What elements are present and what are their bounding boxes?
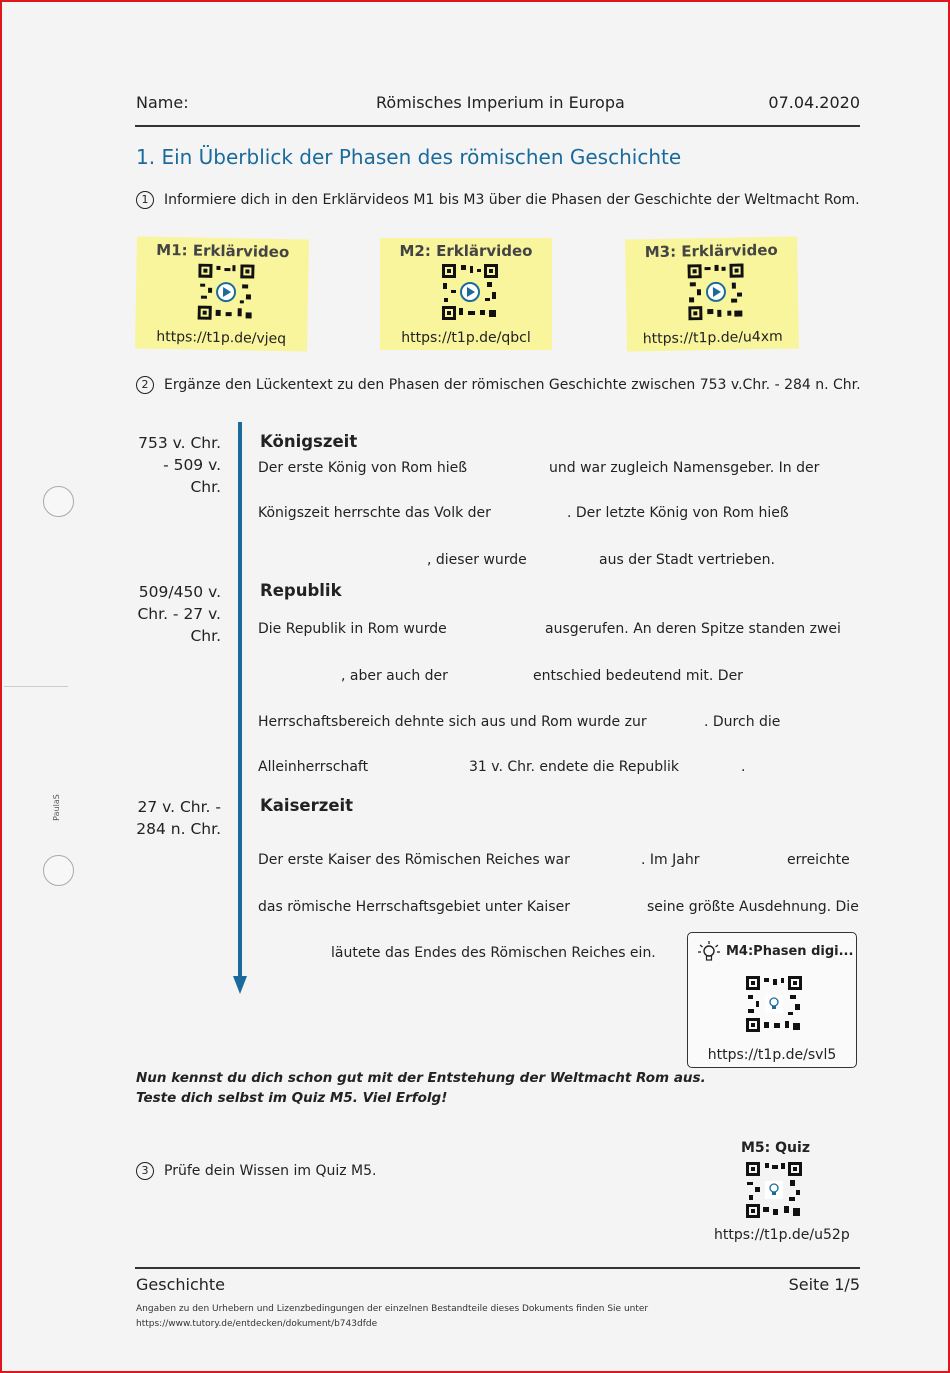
cloze-text: seine größte Ausdehnung. Die xyxy=(647,899,859,915)
date-line: 509/450 v. xyxy=(138,583,221,601)
phase-title: Kaiserzeit xyxy=(260,796,354,815)
note-link[interactable]: https://t1p.de/vjeq xyxy=(156,328,287,348)
document-title: Römisches Imperium in Europa xyxy=(376,93,625,112)
m4-title: M4:Phasen digi... xyxy=(726,944,854,959)
date-line: Chr. - 27 v. xyxy=(137,605,221,623)
timeline-bar xyxy=(238,422,242,982)
cloze-text: Der erste Kaiser des Römischen Reiches war xyxy=(258,852,570,868)
phase-date xyxy=(121,796,221,840)
note-title: M1: Erklärvideo xyxy=(156,240,290,262)
date-line: 753 v. Chr. xyxy=(138,434,221,452)
cloze-text: , dieser wurde xyxy=(427,552,527,568)
cloze-text: Königszeit herrschte das Volk der xyxy=(258,505,491,521)
name-label: Name: xyxy=(136,93,189,112)
date-line: 27 v. Chr. - xyxy=(137,798,221,816)
fold-mark xyxy=(4,686,68,687)
qr-code-icon xyxy=(746,976,802,1032)
cloze-text: . Durch die xyxy=(704,714,781,730)
task-3 xyxy=(136,1162,376,1180)
closing-line-1: Nun kennst du dich schon gut mit der Entstehung der Weltmacht Rom aus. xyxy=(136,1070,706,1086)
qr-code-icon xyxy=(442,264,498,320)
phase-date xyxy=(121,432,221,498)
date-line: Chr. xyxy=(190,478,221,496)
cloze-text: . xyxy=(741,759,746,775)
task-text: Informiere dich in den Erklärvideos M1 bis M3 über die Phasen der Geschichte der Weltmacht Rom. xyxy=(164,192,860,208)
video-note-m3[interactable] xyxy=(625,237,799,352)
header-rule xyxy=(135,125,860,127)
footer-rule xyxy=(135,1267,860,1269)
m5-title: M5: Quiz xyxy=(741,1140,810,1156)
date-line: 284 n. Chr. xyxy=(136,820,221,838)
footer-subject: Geschichte xyxy=(136,1275,226,1294)
cloze-text: . Der letzte König von Rom hieß xyxy=(567,505,789,521)
cloze-text: läutete das Endes des Römischen Reiches ein. xyxy=(331,945,656,961)
lightbulb-icon xyxy=(698,941,720,963)
cloze-text: Alleinherrschaft xyxy=(258,759,369,775)
punch-hole xyxy=(43,855,74,886)
cloze-text: Die Republik in Rom wurde xyxy=(258,621,447,637)
phase-title: Königszeit xyxy=(260,432,358,451)
cloze-text: . Im Jahr xyxy=(641,852,700,868)
date-line: Chr. xyxy=(190,627,221,645)
date-line: - 509 v. xyxy=(163,456,221,474)
phase-date xyxy=(121,581,221,647)
section-heading: 1. Ein Überblick der Phasen des römischen Geschichte xyxy=(136,145,682,169)
cloze-text: ausgerufen. An deren Spitze standen zwei xyxy=(545,621,841,637)
task-2 xyxy=(136,376,861,394)
footer-page: Seite 1/5 xyxy=(788,1275,860,1294)
cloze-text: 31 v. Chr. endete die Republik xyxy=(469,759,680,775)
m5-link[interactable]: https://t1p.de/u52p xyxy=(714,1227,850,1243)
qr-code-icon xyxy=(198,264,255,321)
m4-link[interactable]: https://t1p.de/svl5 xyxy=(707,1047,837,1063)
phase-title: Republik xyxy=(260,581,342,600)
note-link[interactable]: https://t1p.de/u4xm xyxy=(642,328,783,348)
task-number: 3 xyxy=(136,1162,154,1180)
task-text: Ergänze den Lückentext zu den Phasen der römischen Geschichte zwischen 753 v.Chr. - 284 n. Chr. xyxy=(164,377,861,393)
cloze-text: Der erste König von Rom hieß xyxy=(258,460,468,476)
closing-line-2: Teste dich selbst im Quiz M5. Viel Erfolg! xyxy=(136,1090,448,1106)
cloze-text: , aber auch der xyxy=(341,668,448,684)
m4-card[interactable] xyxy=(687,932,857,1068)
note-title: M2: Erklärvideo xyxy=(399,242,533,260)
document-date: 07.04.2020 xyxy=(768,93,860,112)
task-text: Prüfe dein Wissen im Quiz M5. xyxy=(164,1163,377,1179)
video-note-m2[interactable] xyxy=(380,238,552,350)
side-label: PaulaS xyxy=(51,794,61,821)
note-link[interactable]: https://t1p.de/qbcl xyxy=(401,330,531,346)
footer-credit: Angaben zu den Urhebern und Lizenzbedingungen der einzelnen Bestandteile dieses Dokuments finden Sie unter xyxy=(136,1304,649,1314)
task-number: 2 xyxy=(136,376,154,394)
task-1 xyxy=(136,191,860,209)
qr-code-icon[interactable] xyxy=(746,1162,802,1218)
cloze-text: erreichte xyxy=(787,852,850,868)
video-note-m1[interactable] xyxy=(135,237,309,352)
footer-credit-url[interactable]: https://www.tutory.de/entdecken/dokument/b743dfde xyxy=(136,1319,378,1329)
cloze-text: und war zugleich Namensgeber. In der xyxy=(549,460,820,476)
cloze-text: Herrschaftsbereich dehnte sich aus und Rom wurde zur xyxy=(258,714,647,730)
note-title: M3: Erklärvideo xyxy=(644,240,778,262)
qr-code-icon xyxy=(687,263,744,320)
cloze-text: entschied bedeutend mit. Der xyxy=(533,668,743,684)
timeline-arrow-icon xyxy=(233,976,247,994)
punch-hole xyxy=(43,486,74,517)
cloze-text: aus der Stadt vertrieben. xyxy=(599,552,775,568)
task-number: 1 xyxy=(136,191,154,209)
cloze-text: das römische Herrschaftsgebiet unter Kaiser xyxy=(258,899,570,915)
